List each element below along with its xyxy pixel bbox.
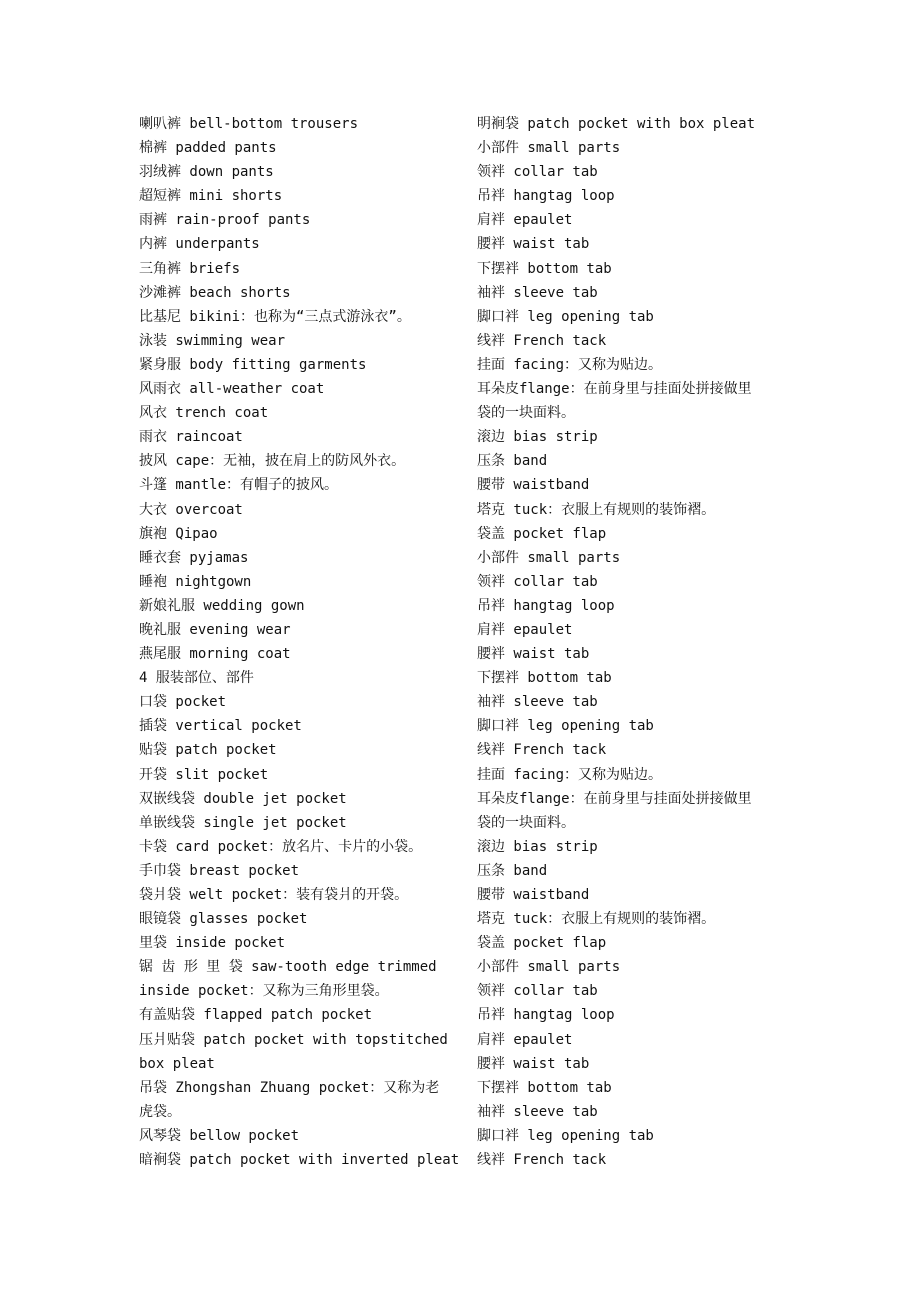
text-line: 滚边 bias strip bbox=[477, 429, 598, 446]
text-line: 袋爿袋 welt pocket：装有袋爿的开袋。 bbox=[139, 887, 409, 903]
text-line: 小部件 small parts bbox=[477, 959, 621, 976]
text-line: 泳装 swimming wear bbox=[139, 332, 286, 349]
text-line: 下摆袢 bottom tab bbox=[477, 1079, 612, 1096]
text-line: 袖袢 sleeve tab bbox=[477, 284, 598, 301]
text-line: 棉裤 padded pants bbox=[139, 140, 277, 157]
text-line: 锯 齿 形 里 袋 saw-tooth edge trimmed bbox=[139, 959, 437, 976]
text-line: 风雨衣 all-weather coat bbox=[139, 381, 325, 398]
left-column bbox=[139, 112, 459, 1172]
text-line: 领袢 collar tab bbox=[477, 164, 598, 181]
text-line: 袖袢 sleeve tab bbox=[477, 1103, 598, 1120]
text-line: 吊袢 hangtag loop bbox=[477, 188, 615, 205]
text-line: 雨衣 raincoat bbox=[139, 429, 243, 446]
text-line: 腰袢 waist tab bbox=[477, 646, 590, 663]
text-line: 卡袋 card pocket：放名片、卡片的小袋。 bbox=[139, 838, 423, 855]
text-line: 羽绒裤 down pants bbox=[139, 164, 274, 181]
text-line: 4 服装部位、部件 bbox=[139, 670, 254, 687]
text-line: 斗篷 mantle：有帽子的披风。 bbox=[139, 477, 339, 494]
text-line: 压爿贴袋 patch pocket with topstitched bbox=[139, 1031, 448, 1048]
text-line: 线袢 French tack bbox=[477, 1152, 607, 1169]
text-line: 超短裤 mini shorts bbox=[139, 188, 283, 205]
text-line: 口袋 pocket bbox=[139, 694, 227, 711]
text-line: inside pocket：又称为三角形里袋。 bbox=[139, 983, 389, 1000]
text-line: 耳朵皮flange：在前身里与挂面处拼接做里 bbox=[477, 381, 752, 398]
text-line: 领袢 collar tab bbox=[477, 983, 598, 1000]
text-line: 新娘礼服 wedding gown bbox=[139, 597, 305, 614]
text-line: 虎袋。 bbox=[139, 1103, 181, 1120]
text-line: 开袋 slit pocket bbox=[139, 766, 269, 783]
text-line: 贴袋 patch pocket bbox=[139, 742, 277, 759]
text-line: 晚礼服 evening wear bbox=[139, 621, 291, 638]
text-line: 比基尼 bikini：也称为“三点式游泳衣”。 bbox=[139, 308, 411, 325]
text-line: 脚口袢 leg opening tab bbox=[477, 308, 654, 325]
text-line: 里袋 inside pocket bbox=[139, 935, 286, 952]
text-line: 手巾袋 breast pocket bbox=[139, 862, 300, 879]
text-line: 小部件 small parts bbox=[477, 549, 621, 566]
text-line: 下摆袢 bottom tab bbox=[477, 670, 612, 687]
text-line: 线袢 French tack bbox=[477, 742, 607, 759]
text-line: 紧身服 body fitting garments bbox=[139, 356, 367, 373]
text-line: 小部件 small parts bbox=[477, 140, 621, 157]
right-column bbox=[477, 112, 787, 1172]
text-line: 眼镜袋 glasses pocket bbox=[139, 911, 308, 928]
text-line: 下摆袢 bottom tab bbox=[477, 260, 612, 277]
text-line: 塔克 tuck：衣服上有规则的装饰褶。 bbox=[477, 911, 716, 928]
text-line: 吊袢 hangtag loop bbox=[477, 597, 615, 614]
text-line: 袋的一块面料。 bbox=[477, 814, 575, 831]
text-line: 燕尾服 morning coat bbox=[139, 646, 291, 663]
text-line: 披风 cape：无袖，披在肩上的防风外衣。 bbox=[139, 453, 406, 470]
text-line: 腰袢 waist tab bbox=[477, 236, 590, 253]
text-line: 双嵌线袋 double jet pocket bbox=[139, 790, 347, 807]
text-line: 腰带 waistband bbox=[477, 887, 590, 903]
text-line: 袋的一块面料。 bbox=[477, 405, 575, 422]
text-line: 大衣 overcoat bbox=[139, 501, 243, 518]
text-line: 领袢 collar tab bbox=[477, 573, 598, 590]
text-line: 袋盖 pocket flap bbox=[477, 525, 607, 542]
text-line: 压条 band bbox=[477, 862, 548, 879]
text-line: 单嵌线袋 single jet pocket bbox=[139, 814, 347, 831]
text-line: 吊袋 Zhongshan Zhuang pocket：又称为老 bbox=[139, 1079, 440, 1096]
text-line: 暗裥袋 patch pocket with inverted pleat bbox=[139, 1152, 460, 1169]
text-line: 腰袢 waist tab bbox=[477, 1055, 590, 1072]
text-line: 有盖贴袋 flapped patch pocket bbox=[139, 1007, 373, 1024]
text-line: 吊袢 hangtag loop bbox=[477, 1007, 615, 1024]
text-line: 滚边 bias strip bbox=[477, 838, 598, 855]
text-line: 睡袍 nightgown bbox=[139, 573, 252, 590]
text-line: 挂面 facing：又称为贴边。 bbox=[477, 766, 663, 783]
text-line: 沙滩裤 beach shorts bbox=[139, 284, 291, 301]
text-line: 三角裤 briefs bbox=[139, 260, 241, 277]
text-line: 肩袢 epaulet bbox=[477, 212, 573, 229]
text-line: box pleat bbox=[139, 1055, 215, 1072]
text-line: 内裤 underpants bbox=[139, 236, 260, 253]
text-line: 雨裤 rain-proof pants bbox=[139, 212, 311, 229]
text-line: 袋盖 pocket flap bbox=[477, 935, 607, 952]
text-line: 挂面 facing：又称为贴边。 bbox=[477, 356, 663, 373]
text-line: 肩袢 epaulet bbox=[477, 621, 573, 638]
text-line: 袖袢 sleeve tab bbox=[477, 694, 598, 711]
text-line: 耳朵皮flange：在前身里与挂面处拼接做里 bbox=[477, 790, 752, 807]
text-line: 风琴袋 bellow pocket bbox=[139, 1127, 300, 1144]
text-line: 肩袢 epaulet bbox=[477, 1031, 573, 1048]
text-line: 线袢 French tack bbox=[477, 332, 607, 349]
text-line: 旗袍 Qipao bbox=[139, 525, 218, 542]
text-line: 塔克 tuck：衣服上有规则的装饰褶。 bbox=[477, 501, 716, 518]
text-line: 压条 band bbox=[477, 453, 548, 470]
text-line: 脚口袢 leg opening tab bbox=[477, 718, 654, 735]
text-line: 喇叭裤 bell-bottom trousers bbox=[139, 116, 359, 132]
text-line: 明裥袋 patch pocket with box pleat bbox=[477, 116, 756, 132]
text-line: 脚口袢 leg opening tab bbox=[477, 1127, 654, 1144]
text-line: 风衣 trench coat bbox=[139, 405, 269, 422]
text-line: 睡衣套 pyjamas bbox=[139, 549, 249, 566]
text-line: 插袋 vertical pocket bbox=[139, 718, 302, 735]
text-line: 腰带 waistband bbox=[477, 477, 590, 494]
